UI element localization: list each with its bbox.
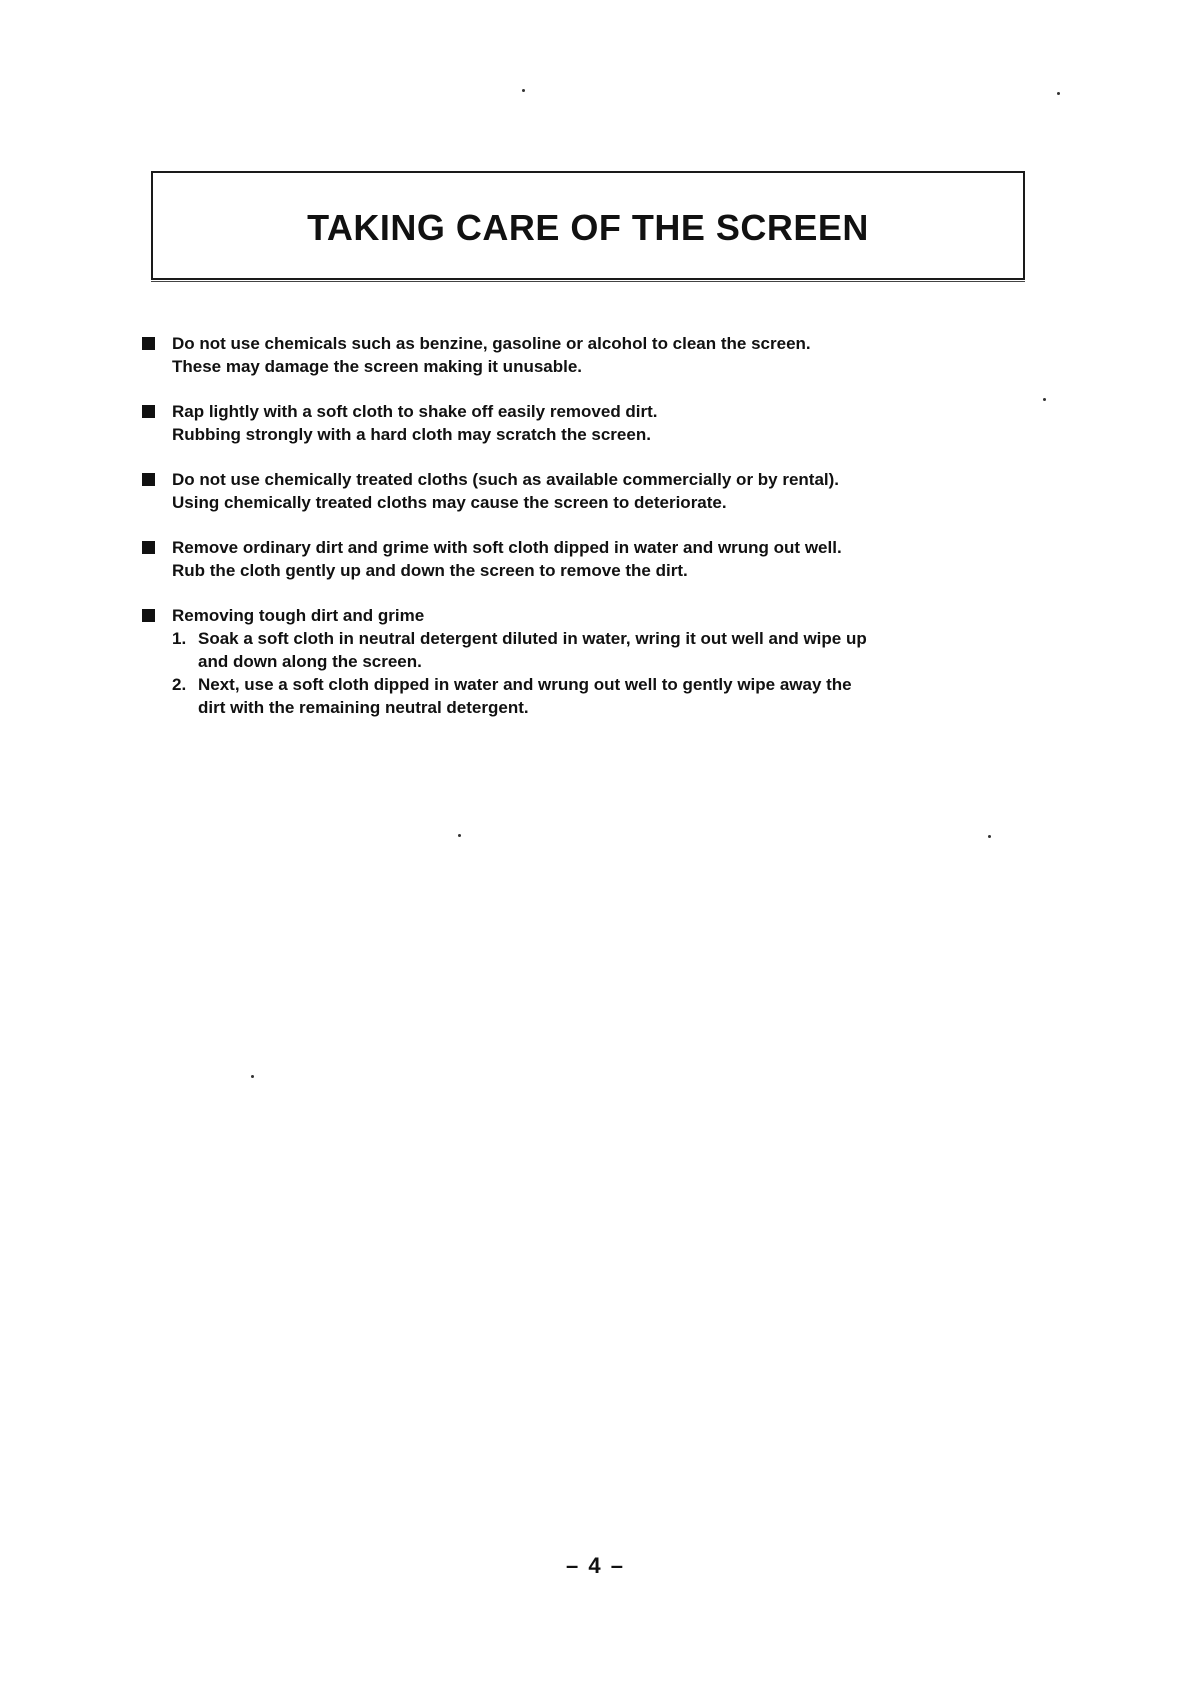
step-line: Next, use a soft cloth dipped in water and wrung out well to gently wipe away the [198,675,852,694]
step-number: 2. [172,675,187,694]
square-bullet-icon [142,541,155,554]
step-number: 1. [172,629,187,648]
instruction-item-tough-dirt [142,604,1042,719]
instruction-line: Using chemically treated cloths may cause the screen to deteriorate. [172,493,727,512]
instruction-line: Rub the cloth gently up and down the screen to remove the dirt. [172,561,688,580]
square-bullet-icon [142,473,155,486]
title-box-underline [151,281,1025,282]
step-line: Soak a soft cloth in neutral detergent diluted in water, wring it out well and wipe up [198,629,867,648]
instruction-line: Rap lightly with a soft cloth to shake off easily removed dirt. [172,402,658,421]
step-line: and down along the screen. [198,652,422,671]
page-title: TAKING CARE OF THE SCREEN [307,207,869,248]
instruction-item [142,468,1042,514]
page-number: – 4 – [566,1553,625,1578]
instruction-line: Remove ordinary dirt and grime with soft cloth dipped in water and wrung out well. [172,538,842,557]
scan-speck [458,834,461,837]
step-list [172,627,1042,719]
instruction-item [142,536,1042,582]
instruction-item [142,332,1042,378]
scan-speck [522,89,525,92]
scan-speck [251,1075,254,1078]
care-instructions [142,332,1042,741]
instruction-line: Rubbing strongly with a hard cloth may scratch the screen. [172,425,651,444]
instruction-heading: Removing tough dirt and grime [172,606,425,625]
scan-speck [1043,398,1046,401]
scan-speck [1057,92,1060,95]
square-bullet-icon [142,609,155,622]
square-bullet-icon [142,337,155,350]
scan-speck [988,835,991,838]
square-bullet-icon [142,405,155,418]
step-line: dirt with the remaining neutral detergent. [198,698,529,717]
step-item [172,673,1042,719]
instruction-line: Do not use chemicals such as benzine, gasoline or alcohol to clean the screen. [172,334,811,353]
step-item [172,627,1042,673]
title-box [151,171,1025,280]
instruction-line: Do not use chemically treated cloths (such as available commercially or by rental). [172,470,840,489]
instruction-line: These may damage the screen making it unusable. [172,357,583,376]
instruction-item [142,400,1042,446]
